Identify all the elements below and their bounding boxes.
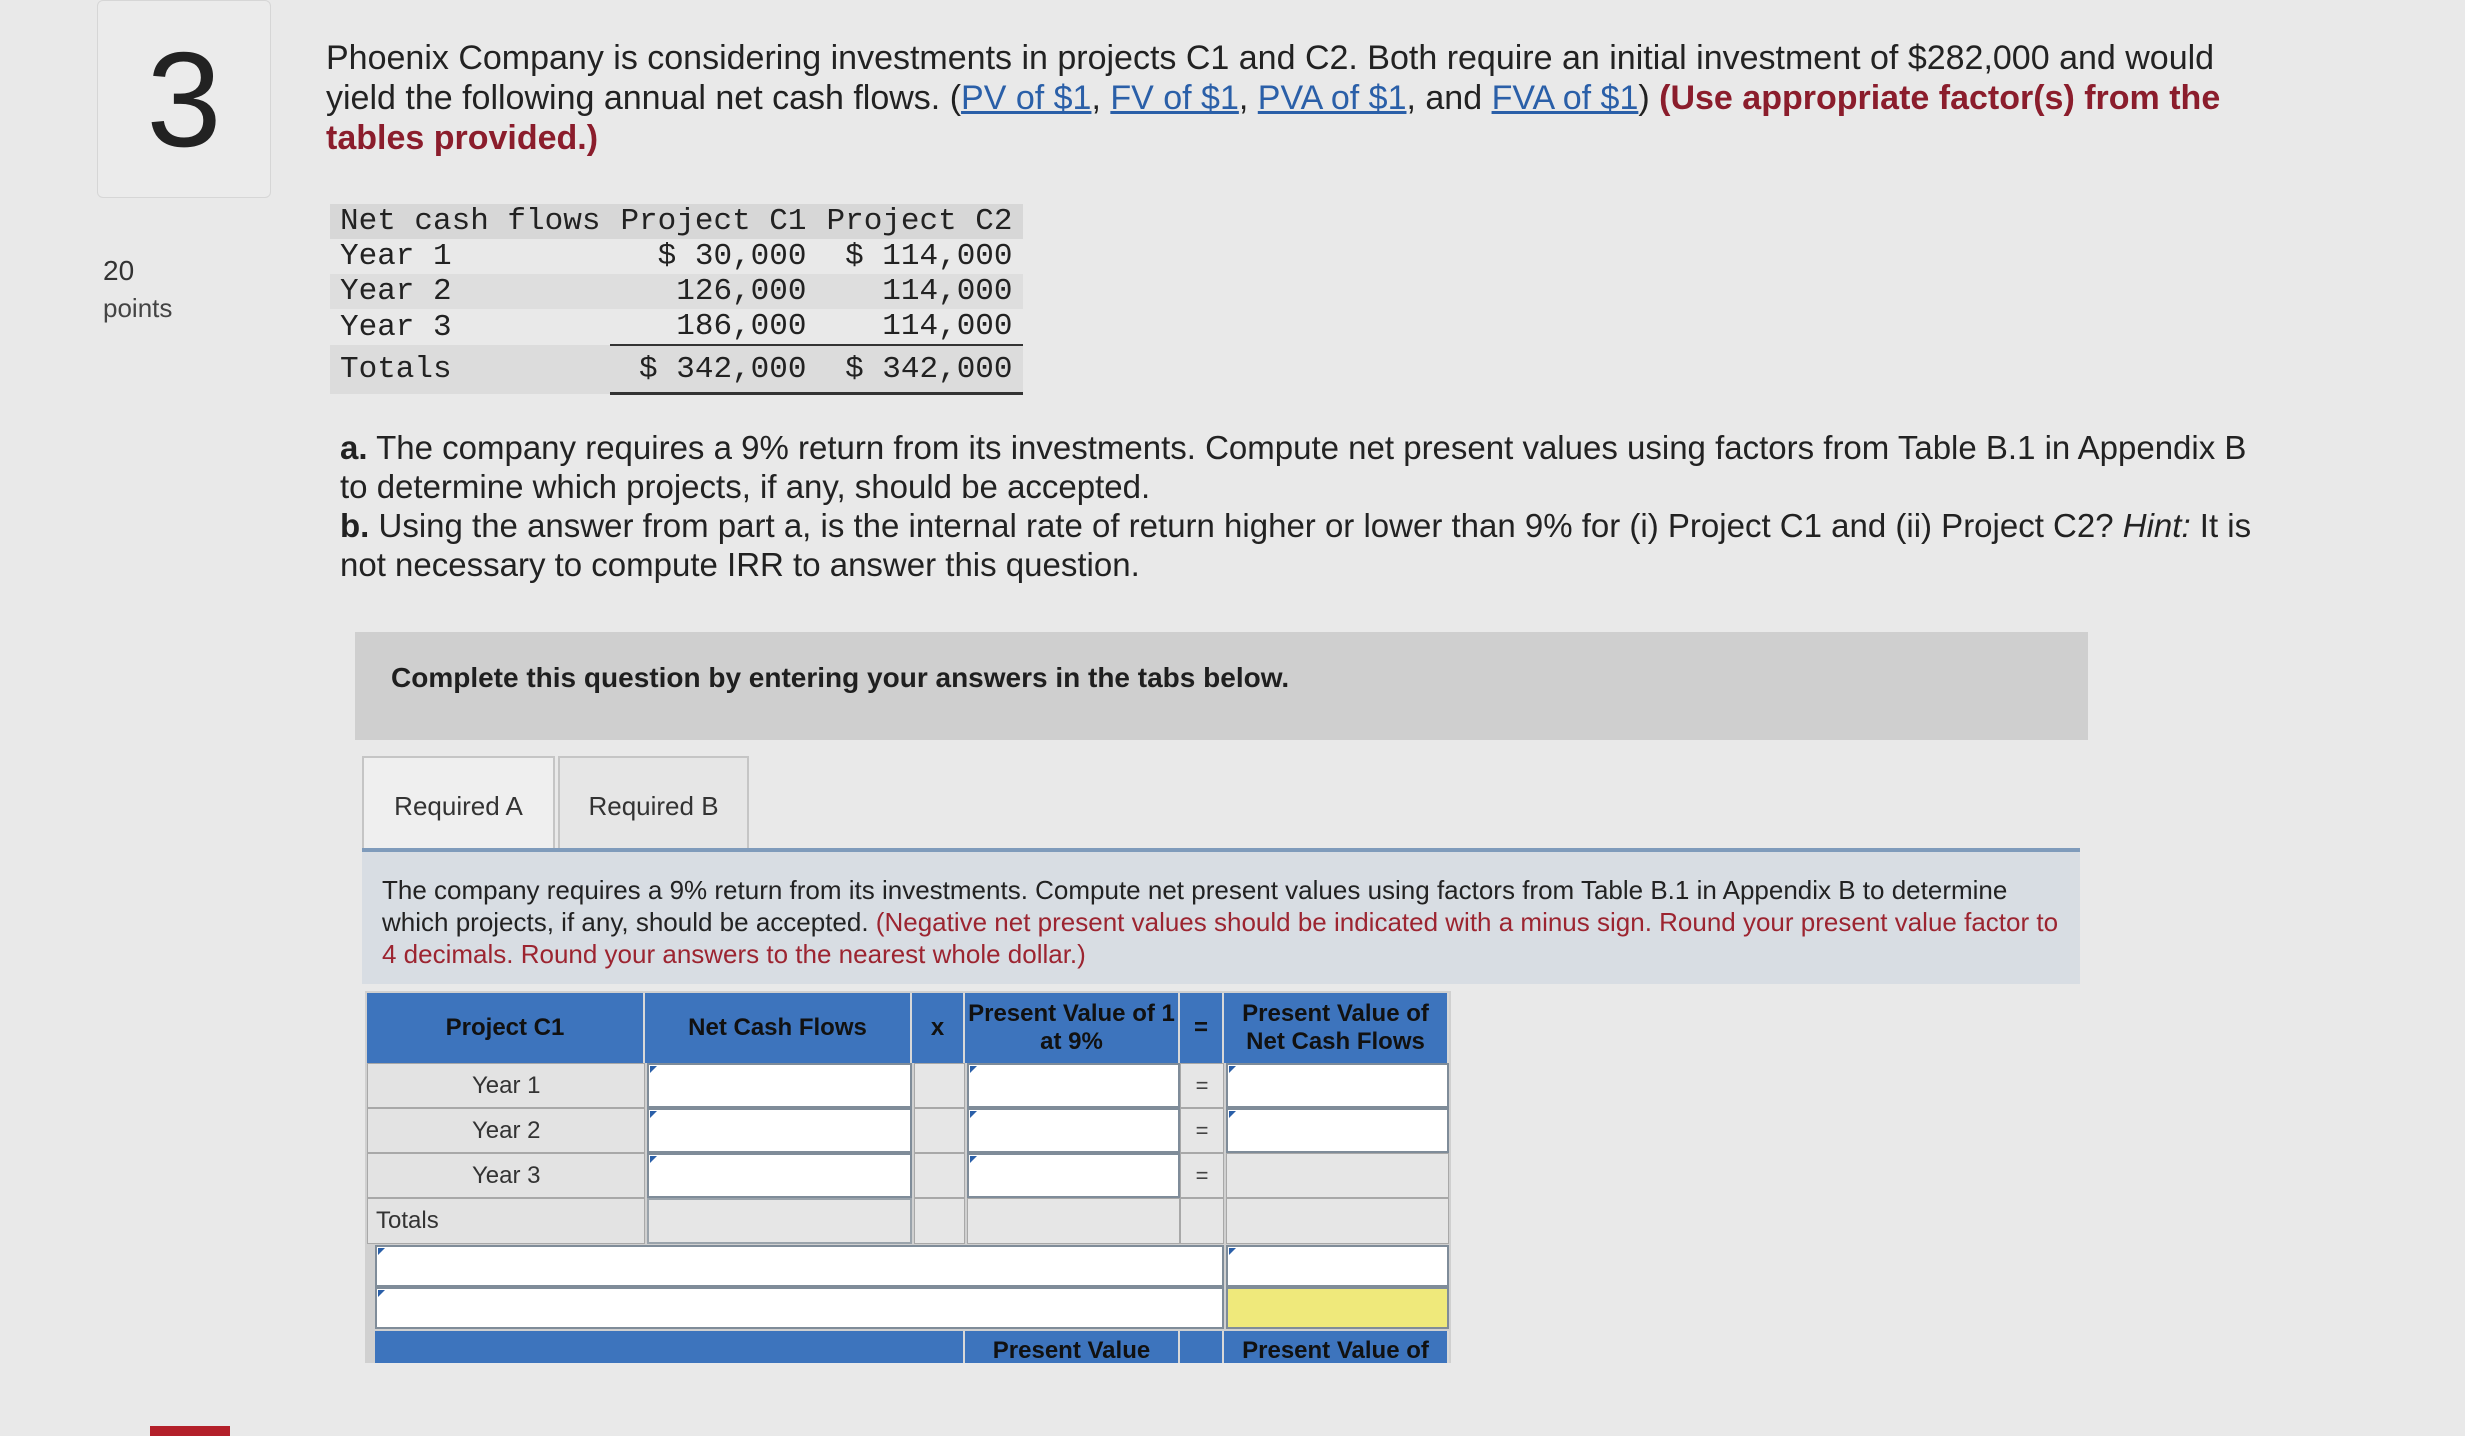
- totals-label: Totals: [330, 345, 610, 394]
- hint-label: Hint:: [2122, 507, 2191, 544]
- part-a-text: The company requires a 9% return from its investments. Compute net present values using factors from Table B.1 in Appendix B to determine which projects, if any, should be accepted.: [340, 429, 2247, 505]
- link-pva-of-1[interactable]: PVA of $1: [1257, 79, 1407, 117]
- pv-factor-input-year-2[interactable]: [967, 1108, 1180, 1153]
- link-fv-of-1[interactable]: FV of $1: [1110, 79, 1239, 117]
- question-intro: Phoenix Company is considering investments in projects C1 and C2. Both require an initial investment of $282,000 and would yield the following annual net cash flows. (: [326, 39, 2215, 117]
- part-b-text: Using the answer from part a, is the internal rate of return higher or lower than 9% for (i) Project C1 and (ii) Project C2?: [369, 507, 2123, 544]
- header-multiply: x: [912, 993, 965, 1063]
- input-marker-icon: [970, 1066, 977, 1073]
- header-pv-factor: Present Value of 1 at 9%: [965, 993, 1180, 1063]
- npv-result-cell: [1226, 1287, 1449, 1329]
- blank-cell: [914, 1198, 965, 1244]
- row-label-year-1: Year 1: [367, 1063, 645, 1108]
- c1-value: 186,000: [676, 309, 807, 344]
- row-label-select-1[interactable]: [375, 1245, 1224, 1287]
- instruction-text: Complete this question by entering your answers in the tabs below.: [391, 662, 1290, 693]
- input-marker-icon: [650, 1156, 657, 1163]
- ncf-input-year-3[interactable]: [647, 1153, 912, 1198]
- tab-required-a[interactable]: Required A: [362, 756, 555, 854]
- input-marker-icon: [970, 1111, 977, 1118]
- points-label: points: [103, 293, 173, 323]
- header-net-cash-flows: Net Cash Flows: [645, 993, 912, 1063]
- amount-input-1[interactable]: [1226, 1245, 1449, 1287]
- tab-required-b[interactable]: Required B: [558, 756, 749, 854]
- input-marker-icon: [650, 1066, 657, 1073]
- c1-value: $ 30,000: [657, 239, 807, 274]
- footer-accent: [150, 1426, 230, 1436]
- pv-input-year-1[interactable]: [1226, 1063, 1449, 1108]
- input-marker-icon: [1229, 1248, 1236, 1255]
- header-pv-net-cash-flows: Present Value of Net Cash Flows: [1224, 993, 1449, 1063]
- panel-text-block: [382, 874, 2062, 970]
- equals-sign: =: [1180, 1108, 1224, 1153]
- ncf-input-year-2[interactable]: [647, 1108, 912, 1153]
- multiply-cell: [914, 1108, 965, 1153]
- pv-cell-year-3: [1226, 1153, 1449, 1198]
- header-net-cash-flows: Net cash flows: [330, 204, 610, 239]
- question-text: [326, 38, 2286, 158]
- part-b: [340, 506, 2280, 584]
- input-marker-icon: [970, 1156, 977, 1163]
- equals-sign: =: [1180, 1063, 1224, 1108]
- row-label: Year 3: [340, 309, 452, 345]
- points-value: 20: [103, 255, 135, 286]
- separator: ,: [1091, 79, 1111, 117]
- multiply-cell: [914, 1063, 965, 1108]
- c1-total: $ 342,000: [610, 345, 816, 394]
- input-marker-icon: [1229, 1066, 1236, 1073]
- equals-sign: =: [1180, 1153, 1224, 1198]
- panel-description: [362, 848, 2080, 984]
- blank-cell: [967, 1198, 1180, 1244]
- ncf-total: [647, 1198, 912, 1244]
- instruction-bar: [355, 632, 2088, 740]
- next-header-blank: [375, 1331, 965, 1363]
- c2-value: 114,000: [882, 309, 1013, 344]
- part-b-label: b.: [340, 507, 370, 544]
- question-emphasis: (Use appropriate factor(s) from the tables provided.): [326, 79, 2221, 157]
- c2-value: 114,000: [816, 274, 1022, 309]
- link-fva-of-1[interactable]: FVA of $1: [1491, 79, 1639, 117]
- link-pv-of-1[interactable]: PV of $1: [961, 79, 1092, 117]
- input-marker-icon: [1229, 1111, 1236, 1118]
- cash-table-header: [330, 204, 1023, 239]
- header-equals: =: [1180, 993, 1224, 1063]
- row-label-year-2: Year 2: [367, 1108, 645, 1153]
- input-marker-icon: [378, 1248, 385, 1255]
- next-header-pv-of: Present Value of: [1224, 1331, 1449, 1363]
- ncf-input-year-1[interactable]: [647, 1063, 912, 1108]
- header-project-c2: Project C2: [816, 204, 1022, 239]
- totals-label: Totals: [367, 1198, 645, 1244]
- row-label-select-2[interactable]: [375, 1287, 1224, 1329]
- pv-input-year-2[interactable]: [1226, 1108, 1449, 1153]
- input-marker-icon: [650, 1111, 657, 1118]
- c2-value: $ 114,000: [845, 239, 1013, 274]
- separator: , and: [1406, 79, 1492, 117]
- question-number-box: [97, 0, 271, 198]
- npv-answer-grid: [365, 991, 1451, 1363]
- table-row: [330, 274, 1023, 309]
- input-marker-icon: [378, 1290, 385, 1297]
- table-row: [330, 309, 1023, 345]
- header-project: Project C1: [367, 993, 645, 1063]
- question-number: 3: [146, 23, 222, 175]
- panel-note: (Negative net present values should be indicated with a minus sign. Round your present value factor to 4 decimals. Round your answers to the nearest whole dollar.): [382, 907, 2059, 969]
- separator: ,: [1238, 79, 1258, 117]
- blank-cell: [1226, 1198, 1449, 1244]
- part-a-label: a.: [340, 429, 368, 466]
- hint-text: It is not necessary to compute IRR to answer this question.: [340, 507, 2252, 583]
- part-a: [340, 428, 2280, 506]
- table-row: [330, 239, 1023, 274]
- multiply-cell: [914, 1153, 965, 1198]
- pv-factor-input-year-3[interactable]: [967, 1153, 1180, 1198]
- panel-text: The company requires a 9% return from its investments. Compute net present values using factors from Table B.1 in Appendix B to determine which projects, if any, should be accepted.: [382, 875, 2008, 937]
- c1-value: 126,000: [610, 274, 816, 309]
- next-header-pv: Present Value: [965, 1331, 1180, 1363]
- c2-total: $ 342,000: [816, 345, 1022, 394]
- row-label: Year 2: [330, 274, 610, 309]
- row-label-year-3: Year 3: [367, 1153, 645, 1198]
- pv-factor-input-year-1[interactable]: [967, 1063, 1180, 1108]
- next-header-eq-blank: [1180, 1331, 1224, 1363]
- separator: ): [1638, 79, 1660, 117]
- question-parts: [340, 428, 2280, 584]
- cash-flow-table: [330, 204, 1023, 395]
- row-label: Year 1: [340, 239, 452, 274]
- blank-cell: [1180, 1198, 1224, 1244]
- header-project-c1: Project C1: [610, 204, 816, 239]
- totals-row: [330, 345, 1023, 394]
